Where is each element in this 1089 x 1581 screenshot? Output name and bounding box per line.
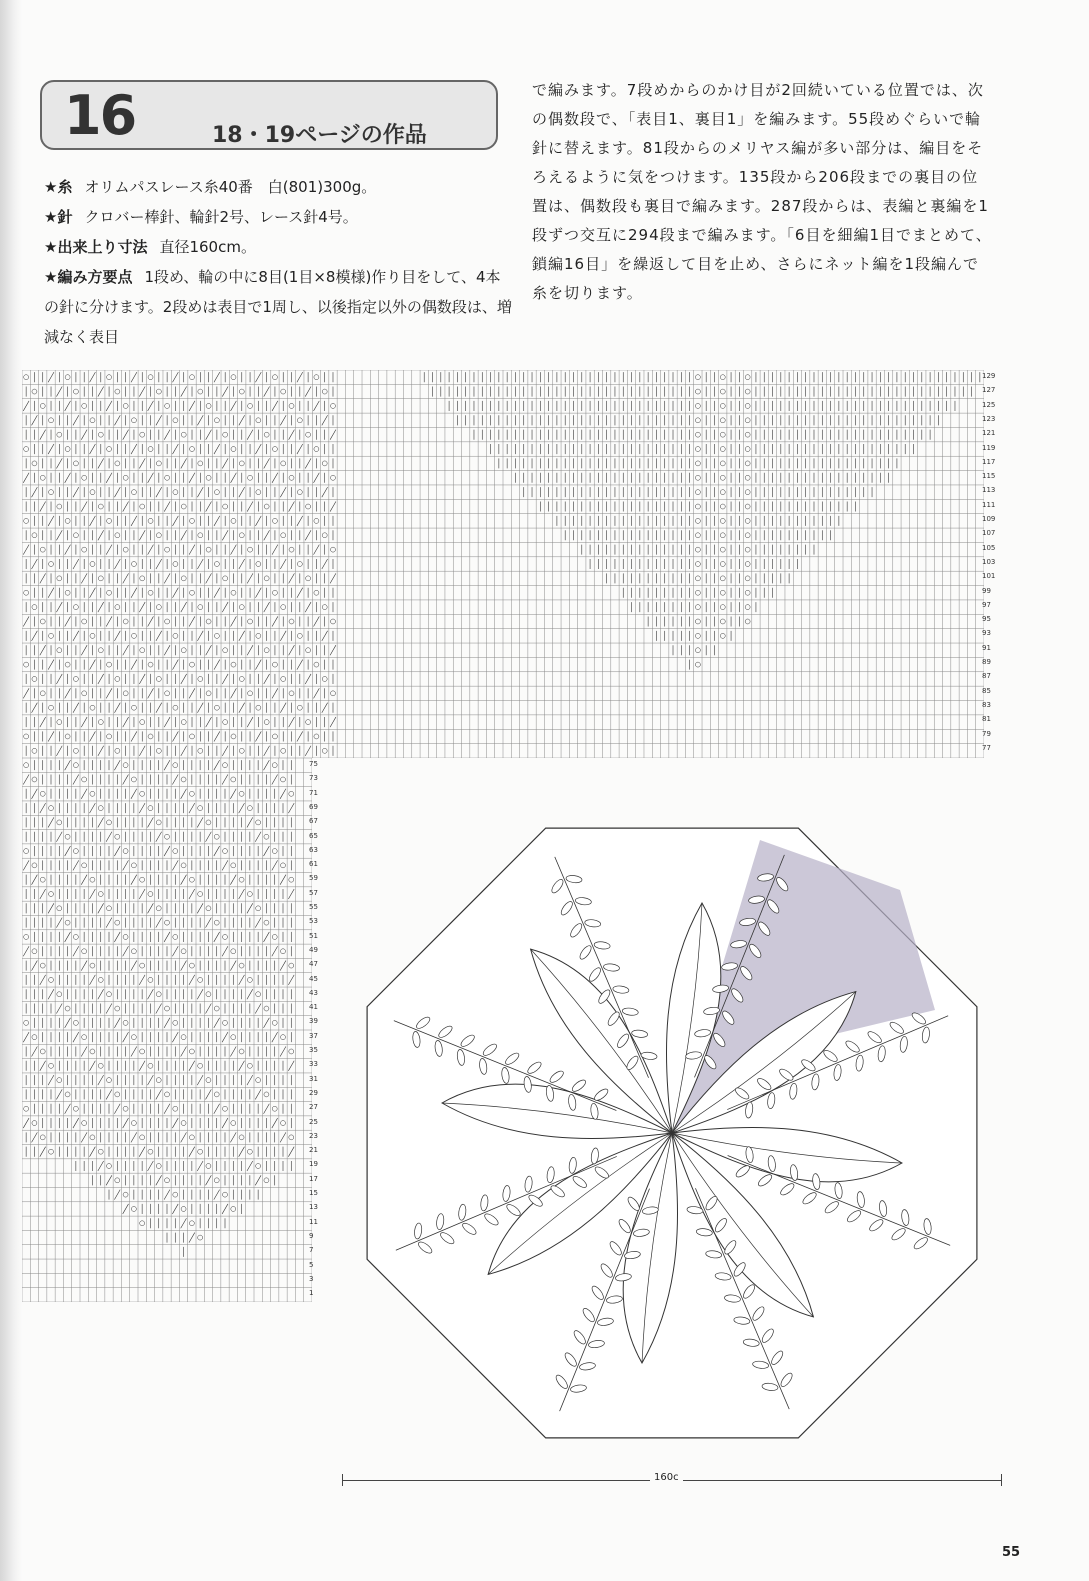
- chart-row-label: 9: [309, 1231, 314, 1240]
- spec-yarn: ★糸 オリムパスレース糸40番 白(801)300g。: [44, 178, 377, 196]
- chart-row-label: 61: [309, 860, 318, 869]
- chart-row-label: 69: [309, 802, 318, 811]
- chart-row-label: 29: [309, 1088, 318, 1097]
- chart-row-label: 63: [309, 845, 318, 854]
- chart-row-label: 3: [309, 1274, 314, 1283]
- spec-needles: ★針 クロバー棒針、輪針2号、レース針4号。: [44, 208, 358, 226]
- chart-row-label: 111: [982, 500, 996, 509]
- instructions-continued: で編みます。7段めからのかけ目が2回続いている位置では、次の偶数段で、「表目1、裏目1」を編みます。55段めぐらいで輪針に替えます。81段からのメリヤス編が多い部分は、編目をそろえるように気をつけます。135段から206段までの裏目の位置は、偶数段も裏目で編みます。287段からは、表編と裏編を1段ずつ交互に294段まで編みます。「6目を細編1目でまとめて、鎖編16目」を繰返して目を止め、さらにネット編を1段編んで糸を切ります。: [532, 81, 992, 302]
- chart-row-label: 103: [982, 557, 996, 566]
- chart-row-label: 85: [982, 686, 991, 695]
- chart-row-label: 59: [309, 874, 318, 883]
- chart-row-label: 107: [982, 529, 996, 538]
- chart-row-label: 113: [982, 486, 996, 495]
- dimension-tick-right: [1001, 1474, 1002, 1486]
- pattern-header: [40, 80, 498, 150]
- chart-row-label: 7: [309, 1246, 314, 1255]
- chart-row-label: 47: [309, 960, 318, 969]
- chart-row-label: 37: [309, 1031, 318, 1040]
- chart-row-label: 11: [309, 1217, 318, 1226]
- chart-row-label: 27: [309, 1103, 318, 1112]
- chart-row-label: 79: [982, 729, 991, 738]
- pattern-specs: [44, 172, 514, 352]
- chart-row-label: 5: [309, 1260, 314, 1269]
- chart-row-label: 49: [309, 945, 318, 954]
- chart-row-label: 65: [309, 831, 318, 840]
- chart-row-label: 87: [982, 672, 991, 681]
- chart-row-label: 127: [982, 386, 996, 395]
- chart-row-label: 57: [309, 888, 318, 897]
- chart-row-label: 35: [309, 1046, 318, 1054]
- chart-row-label: 33: [309, 1060, 318, 1069]
- dimension-tick-left: [342, 1474, 343, 1486]
- chart-row-label: 45: [309, 974, 318, 983]
- page-number: 55: [1002, 1545, 1021, 1560]
- chart-lower-row-labels: [309, 760, 327, 1302]
- book-spine-shadow: [0, 0, 22, 1581]
- chart-row-label: 21: [309, 1146, 318, 1155]
- pattern-number: 16: [64, 84, 136, 147]
- chart-row-label: 109: [982, 515, 996, 523]
- chart-row-label: 75: [309, 760, 318, 768]
- chart-row-label: 121: [982, 429, 996, 438]
- chart-row-label: 43: [309, 988, 318, 997]
- chart-row-label: 41: [309, 1003, 318, 1012]
- chart-row-label: 19: [309, 1160, 318, 1169]
- diameter-dimension: [342, 1470, 1002, 1490]
- pattern-pages-label: 18・19ページの作品: [212, 123, 427, 148]
- chart-row-label: 101: [982, 572, 996, 581]
- chart-row-label: 105: [982, 543, 996, 552]
- chart-row-label: 17: [309, 1174, 318, 1183]
- doily-diagram: [340, 800, 1004, 1466]
- spec-size: ★出来上り寸法 直径160cm。: [44, 238, 256, 256]
- chart-row-label: 77: [982, 743, 991, 752]
- chart-row-label: 89: [982, 658, 991, 666]
- chart-row-label: 95: [982, 615, 991, 624]
- chart-row-label: 81: [982, 715, 991, 724]
- chart-row-label: 117: [982, 457, 996, 466]
- chart-row-label: 83: [982, 700, 991, 709]
- chart-row-label: 51: [309, 931, 318, 940]
- chart-row-label: 91: [982, 643, 991, 652]
- chart-row-label: 119: [982, 443, 996, 452]
- chart-row-label: 55: [309, 903, 318, 911]
- chart-row-label: 99: [982, 586, 991, 595]
- chart-row-label: 15: [309, 1189, 318, 1197]
- knitting-chart-upper: [22, 370, 984, 758]
- chart-row-label: 31: [309, 1074, 318, 1083]
- chart-row-label: 73: [309, 774, 318, 783]
- chart-row-label: 39: [309, 1017, 318, 1026]
- chart-row-label: 129: [982, 372, 996, 380]
- knitting-chart-lower: [22, 758, 312, 1302]
- chart-row-label: 67: [309, 817, 318, 826]
- dimension-label: 160c: [650, 1472, 683, 1483]
- chart-row-label: 115: [982, 472, 996, 481]
- chart-row-label: 13: [309, 1203, 318, 1212]
- chart-row-label: 71: [309, 788, 318, 797]
- chart-row-label: 23: [309, 1131, 318, 1140]
- chart-row-label: 93: [982, 629, 991, 638]
- chart-row-label: 125: [982, 400, 996, 409]
- chart-row-label: 1: [309, 1289, 314, 1298]
- chart-row-label: 25: [309, 1117, 318, 1126]
- chart-row-label: 97: [982, 600, 991, 609]
- chart-row-label: 53: [309, 917, 318, 926]
- chart-row-label: 123: [982, 414, 996, 423]
- spec-method: ★編み方要点 1段め、輪の中に8目(1目×8模様)作り目をして、4本の針に分けます。2段めは表目で1周し、以後指定以外の偶数段は、増減なく表目: [44, 268, 512, 346]
- chart-upper-row-labels: [982, 372, 1000, 758]
